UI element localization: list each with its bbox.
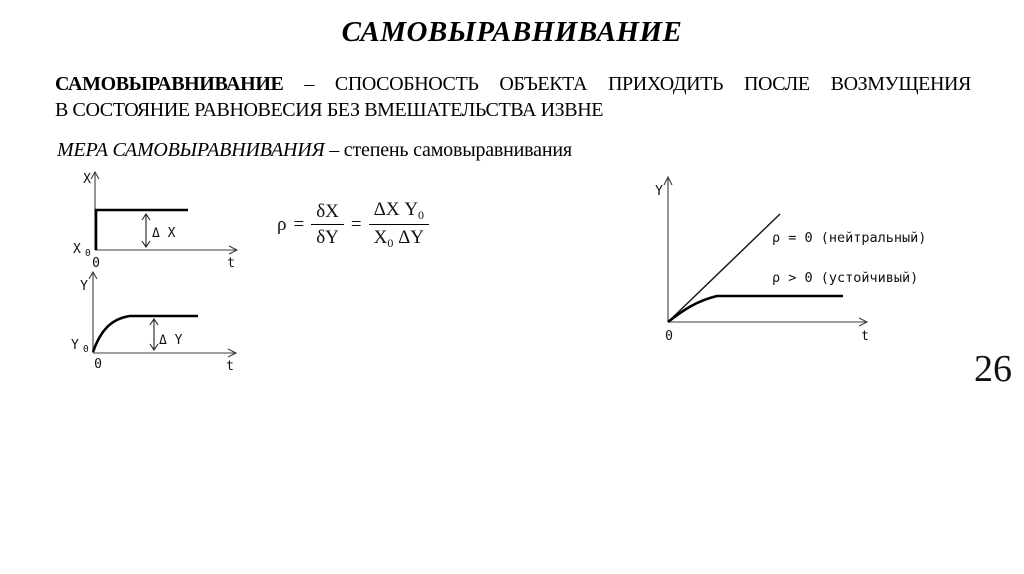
- delta-x-arrow: [142, 214, 150, 247]
- origin-label: 0: [92, 256, 100, 271]
- initial-level-subscript: 0: [85, 248, 91, 259]
- initial-level-label: Y: [71, 338, 79, 353]
- y-axis-label: Y: [80, 279, 88, 294]
- y-axis-label: X: [83, 172, 91, 187]
- page-title: САМОВЫРАВНИВАНИЕ: [341, 16, 683, 48]
- self-leveling-degree-formula: [277, 199, 429, 251]
- x-axis: [93, 349, 236, 357]
- initial-level-subscript: 0: [83, 344, 89, 355]
- formula-fraction-1: [311, 201, 344, 249]
- delta-x-label: Δ X: [152, 226, 176, 241]
- x-axis-label: t: [227, 256, 235, 271]
- measure-rest: – степень самовыравнивания: [324, 139, 572, 161]
- definition-paragraph: [55, 72, 971, 123]
- delta-y-label: Δ Y: [159, 333, 183, 348]
- origin-label: 0: [94, 357, 102, 372]
- definition-line-2: В СОСТОЯНИЕ РАВНОВЕСИЯ БЕЗ ВМЕШАТЕЛЬСТВА ИЗВНЕ: [55, 98, 604, 121]
- definition-line-1-rest: – СПОСОБНОСТЬ ОБЪЕКТА ПРИХОДИТЬ ПОСЛЕ ВОЗМУЩЕНИЯ: [283, 73, 971, 95]
- fraction-2-denominator: $X_0$ ΔY: [373, 227, 425, 251]
- formula-rho: ρ: [277, 213, 287, 235]
- formula-fraction-2: [369, 199, 429, 251]
- definition-line-1: [55, 72, 971, 98]
- x-axis-label: t: [861, 329, 869, 344]
- stable-saturation-curve: [668, 296, 843, 322]
- formula-equals-2: =: [350, 213, 362, 235]
- stable-curve-label: ρ > 0 (устойчивый): [772, 270, 919, 286]
- y-axis-label: Y: [655, 184, 663, 199]
- definition-term: САМОВЫРАВНИВАНИЕ: [55, 73, 284, 95]
- x-axis: [668, 318, 867, 326]
- fraction-2-numerator: ΔX $Y_0$: [369, 199, 429, 225]
- graph-input-step: [60, 166, 250, 274]
- fraction-1-numerator: δX: [311, 201, 344, 225]
- measure-line: [57, 139, 572, 162]
- x-axis-label: t: [226, 359, 234, 374]
- graph-output-exp: [58, 268, 248, 378]
- neutral-ramp-line: [668, 214, 780, 322]
- page-number: 26: [974, 348, 1012, 390]
- graph-compare: [638, 170, 880, 350]
- fraction-1-denominator: δY: [316, 227, 339, 249]
- y-axis: [664, 177, 672, 322]
- measure-term: МЕРА САМОВЫРАВНИВАНИЯ: [57, 139, 325, 161]
- initial-level-label: X: [73, 242, 81, 257]
- y-axis: [89, 272, 97, 353]
- origin-label: 0: [665, 329, 673, 344]
- neutral-curve-label: ρ = 0 (нейтральный): [772, 230, 927, 246]
- formula-equals-1: =: [293, 213, 305, 235]
- delta-y-arrow: [150, 319, 158, 350]
- x-axis: [95, 246, 237, 254]
